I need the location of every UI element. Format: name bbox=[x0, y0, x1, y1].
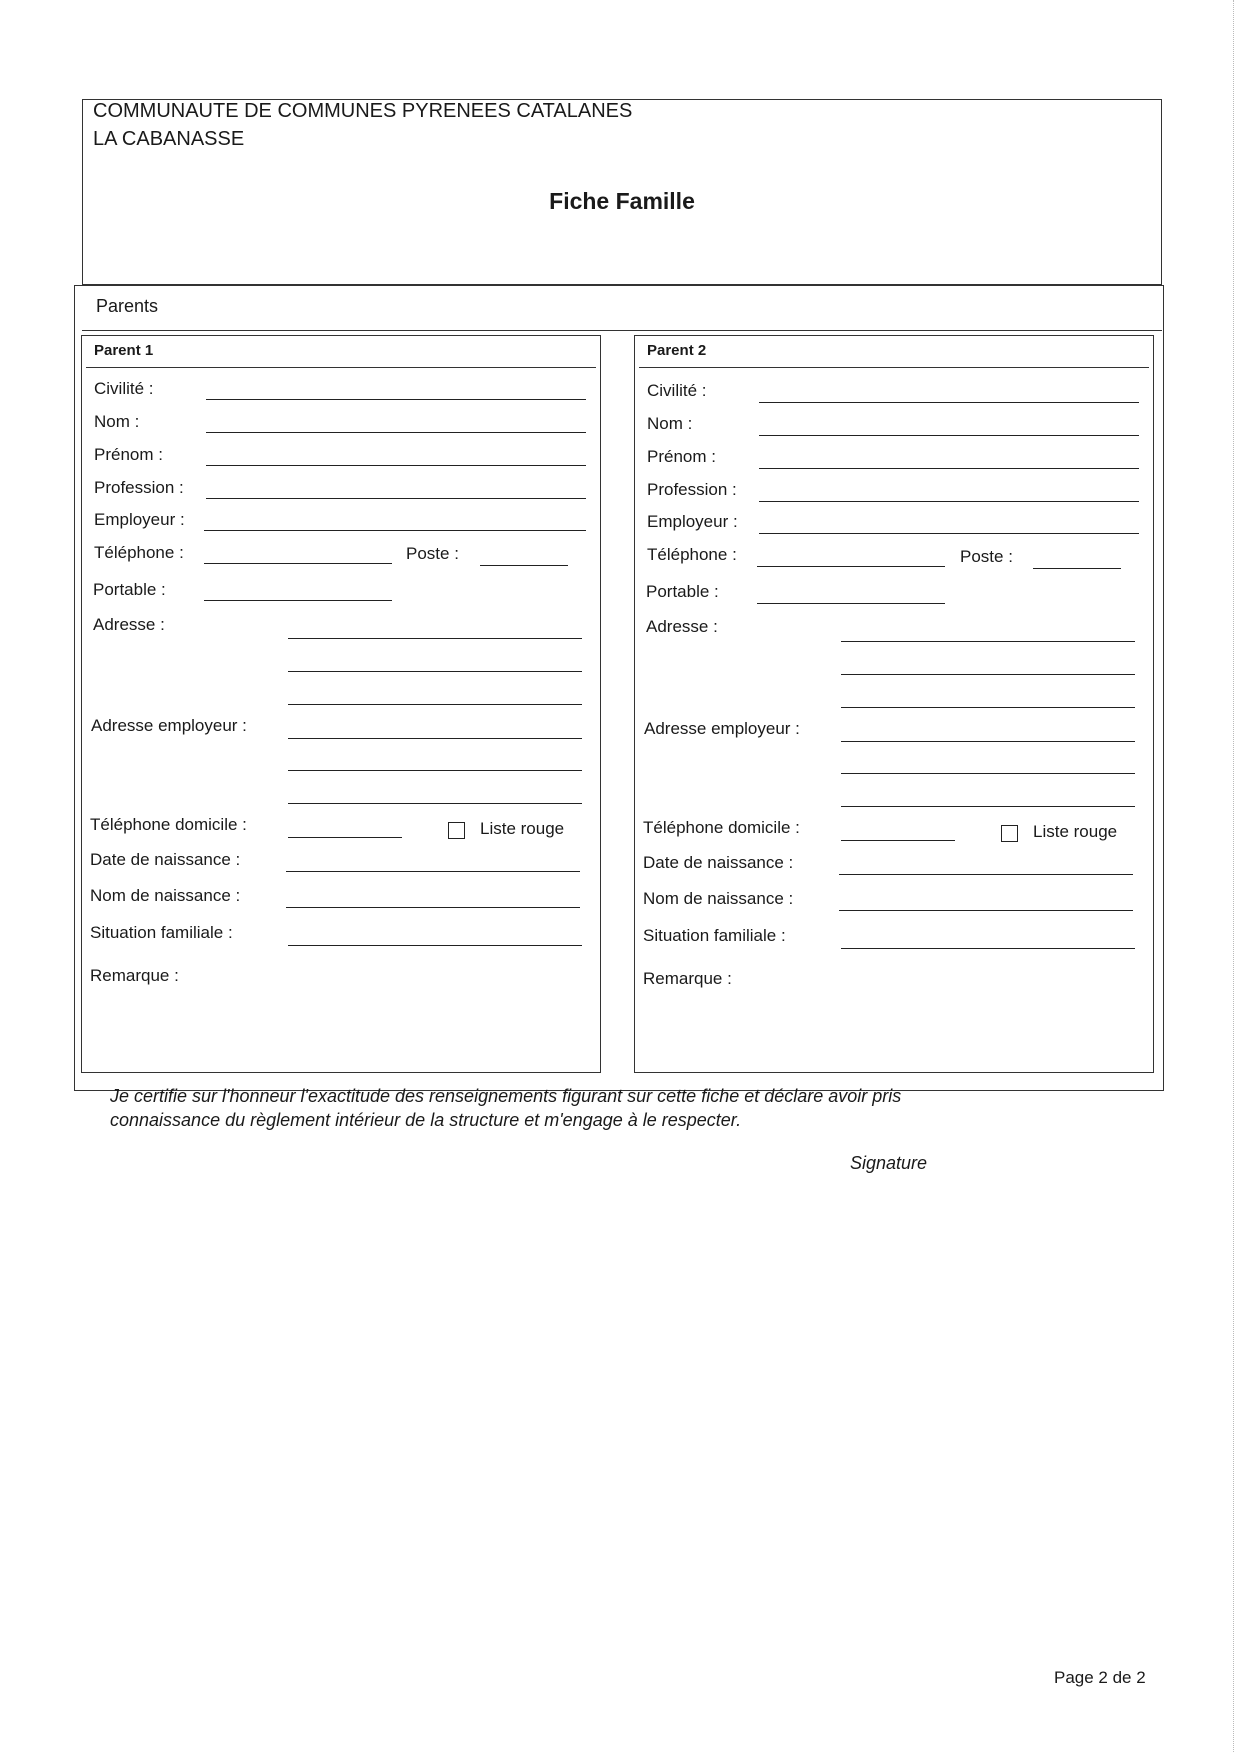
poste-field[interactable] bbox=[1033, 568, 1121, 569]
adresse-employeur-line-3[interactable] bbox=[288, 803, 582, 804]
page-number: Page 2 de 2 bbox=[1054, 1668, 1146, 1687]
liste-rouge-label: Liste rouge bbox=[1033, 822, 1118, 841]
profession-label: Profession : bbox=[94, 478, 184, 497]
adresse-employeur-line-1[interactable] bbox=[288, 738, 582, 739]
situation-familiale-field[interactable] bbox=[841, 948, 1135, 949]
poste-field[interactable] bbox=[480, 565, 568, 566]
telephone-label: Téléphone : bbox=[647, 545, 737, 564]
portable-field[interactable] bbox=[204, 600, 392, 601]
employeur-field[interactable] bbox=[204, 530, 586, 531]
profession-label: Profession : bbox=[647, 480, 737, 499]
telephone-domicile-field[interactable] bbox=[288, 837, 402, 838]
liste-rouge-checkbox[interactable] bbox=[448, 822, 465, 839]
parent2-header bbox=[639, 336, 1149, 368]
civilite-field[interactable] bbox=[206, 399, 586, 400]
telephone-field[interactable] bbox=[757, 566, 945, 567]
adresse-line-3[interactable] bbox=[841, 707, 1135, 708]
organization-name: COMMUNAUTE DE COMMUNES PYRENEES CATALANES bbox=[93, 100, 633, 122]
remarque-label: Remarque : bbox=[643, 969, 732, 988]
telephone-label: Téléphone : bbox=[94, 543, 184, 562]
telephone-field[interactable] bbox=[204, 563, 392, 564]
remarque-label: Remarque : bbox=[90, 966, 179, 985]
adresse-employeur-line-1[interactable] bbox=[841, 741, 1135, 742]
nom-naissance-label: Nom de naissance : bbox=[643, 889, 794, 908]
portable-field[interactable] bbox=[757, 603, 945, 604]
date-naissance-label: Date de naissance : bbox=[643, 853, 794, 872]
employeur-field[interactable] bbox=[759, 533, 1139, 534]
scan-edge bbox=[1233, 0, 1234, 1752]
signature-label: Signature bbox=[850, 1153, 928, 1173]
telephone-domicile-label: Téléphone domicile : bbox=[643, 818, 800, 837]
civilite-field[interactable] bbox=[759, 402, 1139, 403]
adresse-line-1[interactable] bbox=[841, 641, 1135, 642]
adresse-employeur-label: Adresse employeur : bbox=[91, 716, 247, 735]
adresse-line-3[interactable] bbox=[288, 704, 582, 705]
section-label-parents: Parents bbox=[96, 296, 159, 316]
employeur-label: Employeur : bbox=[94, 510, 185, 529]
adresse-employeur-line-2[interactable] bbox=[288, 770, 582, 771]
organization-location: LA CABANASSE bbox=[93, 128, 245, 150]
parent1-panel bbox=[81, 335, 601, 1073]
date-naissance-label: Date de naissance : bbox=[90, 850, 241, 869]
nom-naissance-field[interactable] bbox=[286, 907, 580, 908]
document-title: Fiche Famille bbox=[549, 188, 695, 214]
adresse-line-2[interactable] bbox=[288, 671, 582, 672]
telephone-domicile-field[interactable] bbox=[841, 840, 955, 841]
portable-label: Portable : bbox=[646, 582, 719, 601]
employeur-label: Employeur : bbox=[647, 512, 738, 531]
profession-field[interactable] bbox=[759, 501, 1139, 502]
poste-label: Poste : bbox=[406, 544, 459, 563]
situation-familiale-label: Situation familiale : bbox=[90, 923, 233, 942]
adresse-employeur-label: Adresse employeur : bbox=[644, 719, 800, 738]
civilite-label: Civilité : bbox=[647, 381, 707, 400]
profession-field[interactable] bbox=[206, 498, 586, 499]
prenom-field[interactable] bbox=[759, 468, 1139, 469]
adresse-employeur-line-2[interactable] bbox=[841, 773, 1135, 774]
telephone-domicile-label: Téléphone domicile : bbox=[90, 815, 247, 834]
prenom-label: Prénom : bbox=[647, 447, 716, 466]
prenom-field[interactable] bbox=[206, 465, 586, 466]
portable-label: Portable : bbox=[93, 580, 166, 599]
adresse-line-1[interactable] bbox=[288, 638, 582, 639]
date-naissance-field[interactable] bbox=[839, 874, 1133, 875]
civilite-label: Civilité : bbox=[94, 379, 154, 398]
adresse-label: Adresse : bbox=[646, 617, 718, 636]
nom-naissance-label: Nom de naissance : bbox=[90, 886, 241, 905]
certification-line-2: connaissance du règlement intérieur de la structure et m'engage à le respecter. bbox=[110, 1110, 742, 1130]
parent1-heading: Parent 1 bbox=[94, 342, 154, 359]
nom-field[interactable] bbox=[759, 435, 1139, 436]
liste-rouge-label: Liste rouge bbox=[480, 819, 565, 838]
situation-familiale-label: Situation familiale : bbox=[643, 926, 786, 945]
nom-field[interactable] bbox=[206, 432, 586, 433]
parent1-header bbox=[86, 336, 596, 368]
nom-label: Nom : bbox=[94, 412, 140, 431]
certification-statement bbox=[110, 1084, 901, 1132]
parent2-heading: Parent 2 bbox=[647, 342, 707, 359]
nom-naissance-field[interactable] bbox=[839, 910, 1133, 911]
header-box bbox=[82, 99, 1162, 285]
liste-rouge-checkbox[interactable] bbox=[1001, 825, 1018, 842]
situation-familiale-field[interactable] bbox=[288, 945, 582, 946]
prenom-label: Prénom : bbox=[94, 445, 163, 464]
adresse-employeur-line-3[interactable] bbox=[841, 806, 1135, 807]
parent2-panel bbox=[634, 335, 1154, 1073]
adresse-label: Adresse : bbox=[93, 615, 165, 634]
date-naissance-field[interactable] bbox=[286, 871, 580, 872]
poste-label: Poste : bbox=[960, 547, 1013, 566]
nom-label: Nom : bbox=[647, 414, 693, 433]
certification-line-1: Je certifie sur l'honneur l'exactitude des renseignements figurant sur cette fiche et déclare avoir pris bbox=[110, 1086, 902, 1106]
adresse-line-2[interactable] bbox=[841, 674, 1135, 675]
section-divider bbox=[82, 330, 1162, 331]
